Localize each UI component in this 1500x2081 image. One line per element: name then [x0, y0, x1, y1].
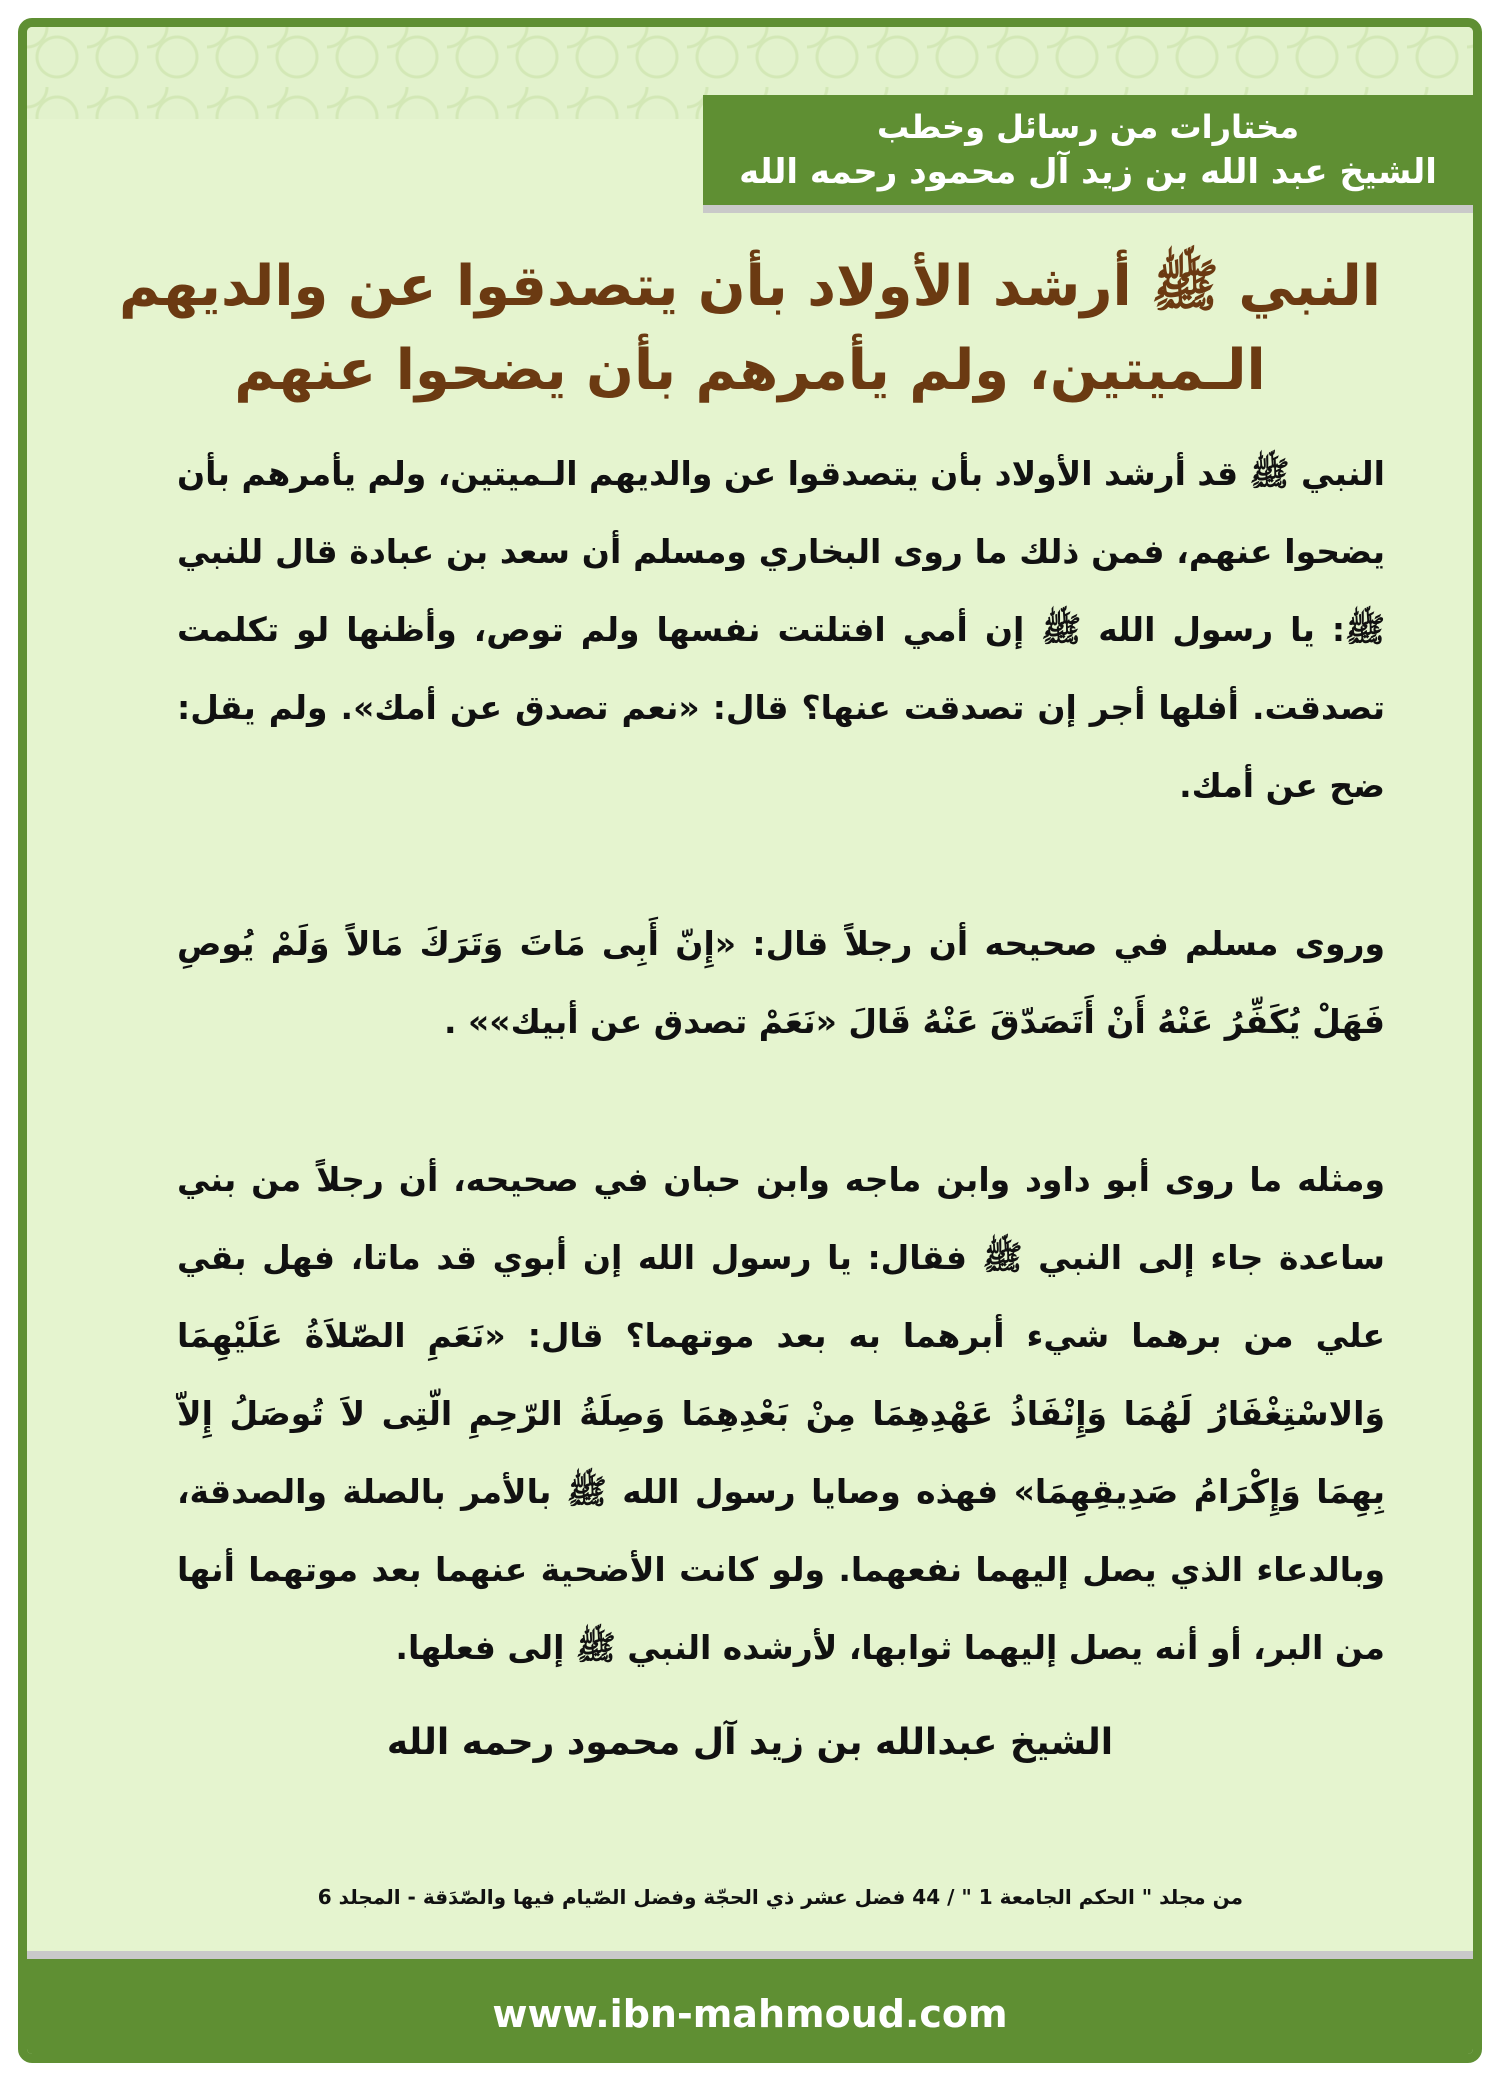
title-line-1: النبي ﷺ أرشد الأولاد بأن يتصدقوا عن والديهم — [119, 254, 1381, 319]
paragraph-3: ومثله ما روى أبو داود وابن ماجه وابن حبان في صحيحه، أن رجلاً من بني ساعدة جاء إلى النبي ﷺ فقال: يا رسول الله إن أبوي قد ماتا، فهل بقي علي من برهما شيء أبرهما به بعد موتهما؟ قال: «نَعَمِ الصّلاَةُ عَلَيْهِمَا وَالاسْتِغْفَارُ لَهُمَا وَإِنْفَاذُ عَهْدِهِمَا مِنْ بَعْدِهِمَا وَصِلَةُ الرّحِمِ الّتِى لاَ تُوصَلُ إِلاّ بِهِمَا وَإِكْرَامُ صَدِيقِهِمَا» فهذه وصايا رسول الله ﷺ بالأمر بالصلة والصدقة، وبالدعاء الذي يصل إليهما نفعهما. ولو كانت الأضحية عنهما بعد موتهما أنها من البر، أو أنه يصل إليهما ثوابها، لأرشده النبي ﷺ إلى فعلها. — [177, 1160, 1385, 1667]
article-title — [87, 245, 1413, 413]
header-author: الشيخ عبد الله بن زيد آل محمود رحمه الله — [739, 152, 1437, 192]
header-series-title: مختارات من رسائل وخطب — [876, 108, 1299, 146]
source-citation: من مجلد " الحكم الجامعة 1 " / 44 فضل عشر ذي الحجّة وفضل الصّيام فيها والصّدَقة - المجلد 6 — [317, 1885, 1243, 1909]
website-link[interactable]: www.ibn-mahmoud.com — [492, 1992, 1008, 2036]
paragraph-2: وروى مسلم في صحيحه أن رجلاً قال: «إِنّ أَبِى مَاتَ وَتَرَكَ مَالاً وَلَمْ يُوصِ فَهَلْ يُكَفِّرُ عَنْهُ أَنْ أَتَصَدّقَ عَنْهُ قَالَ «نَعَمْ تصدق عن أبيك»» . — [177, 924, 1385, 1041]
article-body — [177, 435, 1385, 1687]
header-banner — [703, 95, 1473, 213]
page-frame — [18, 18, 1482, 2063]
footer-divider — [27, 1951, 1473, 1959]
author-signature: الشيخ عبدالله بن زيد آل محمود رحمه الله — [386, 1722, 1114, 1763]
paragraph-1: النبي ﷺ قد أرشد الأولاد بأن يتصدقوا عن والديهم الـميتين، ولم يأمرهم بأن يضحوا عنهم، فمن ذلك ما روى البخاري ومسلم أن سعد بن عبادة قال للنبي ﷺ: يا رسول الله ﷺ إن أمي افتلتت نفسها ولم توص، وأظنها لو تكلمت تصدقت. أفلها أجر إن تصدقت عنها؟ قال: «نعم تصدق عن أمك». ولم يقل: ضح عن أمك. — [177, 454, 1385, 805]
title-line-2: الـميتين، ولم يأمرهم بأن يضحوا عنهم — [234, 338, 1266, 403]
footer-banner — [27, 1959, 1473, 2054]
